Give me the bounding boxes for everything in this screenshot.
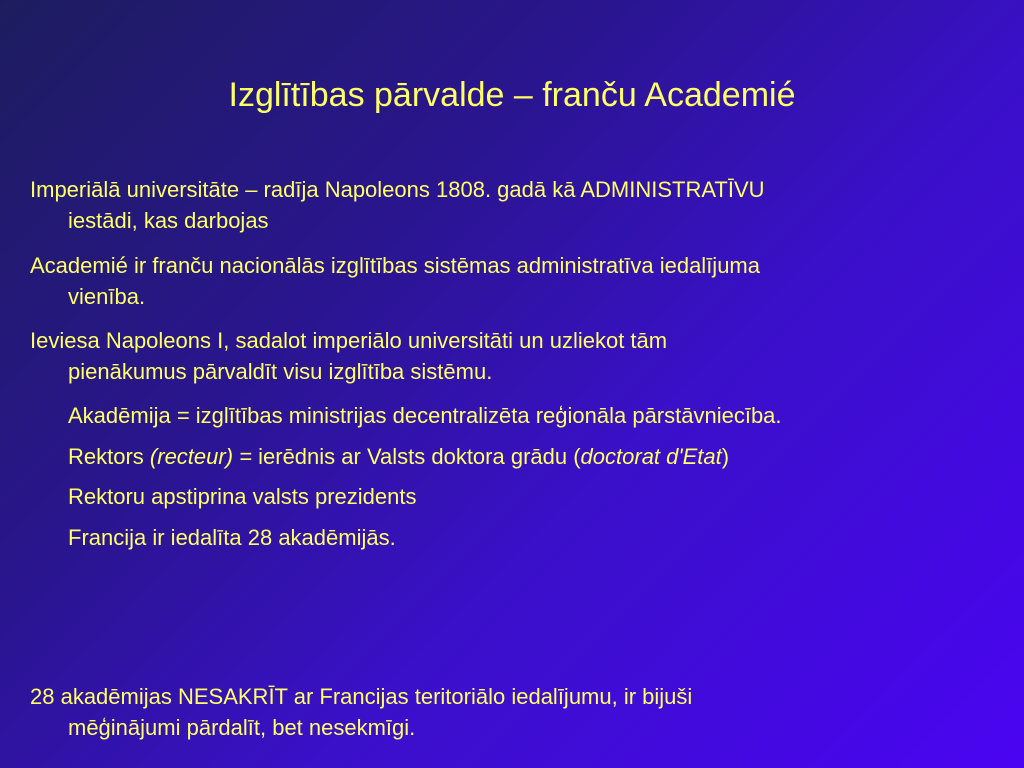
- paragraph-line: Ieviesa Napoleons I, sadalot imperiālo universitāti un uzliekot tām: [30, 328, 668, 353]
- paragraph-line: 28 akadēmijas NESAKRĪT ar Francijas teritoriālo iedalījumu, ir bijuši: [30, 684, 693, 709]
- paragraph-line: Academié ir franču nacionālās izglītības sistēmas administratīva iedalījuma: [30, 253, 760, 278]
- sub-item-text: ): [721, 444, 730, 469]
- paragraph-line: Imperiālā universitāte – radīja Napoleons 1808. gadā kā ADMINISTRATĪVU: [30, 177, 765, 202]
- paragraph-napoleon: [30, 325, 1010, 387]
- sub-item-rektors: [68, 441, 1018, 472]
- sub-item-italic-text: doctorat d'Etat: [580, 444, 722, 469]
- sub-item-text: Rektors: [68, 444, 150, 469]
- paragraph-line: vienība.: [68, 284, 146, 309]
- sub-item-akademija: Akadēmija = izglītības ministrijas decentralizēta reģionāla pārstāvniecība.: [68, 403, 782, 428]
- paragraph-academie: [30, 250, 1010, 312]
- sub-item-italic-text: (recteur) =: [149, 444, 259, 469]
- sub-item-text: ierēdnis ar Valsts doktora grādu (: [258, 444, 581, 469]
- paragraph-line: pienākumus pārvaldīt visu izglītība sistēmu.: [68, 359, 493, 384]
- paragraph-line: iestādi, kas darbojas: [68, 208, 269, 233]
- slide-title: Izglītības pārvalde – franču Academié: [228, 76, 796, 114]
- paragraph-imperial-university: [30, 174, 1010, 236]
- sub-item-francija: Francija ir iedalīta 28 akadēmijās.: [68, 525, 396, 550]
- paragraph-line: mēģinājumi pārdalīt, bet nesekmīgi.: [68, 715, 416, 740]
- sub-item-rektoru: Rektoru apstiprina valsts prezidents: [68, 484, 417, 509]
- paragraph-28-akademijas: [30, 681, 1010, 743]
